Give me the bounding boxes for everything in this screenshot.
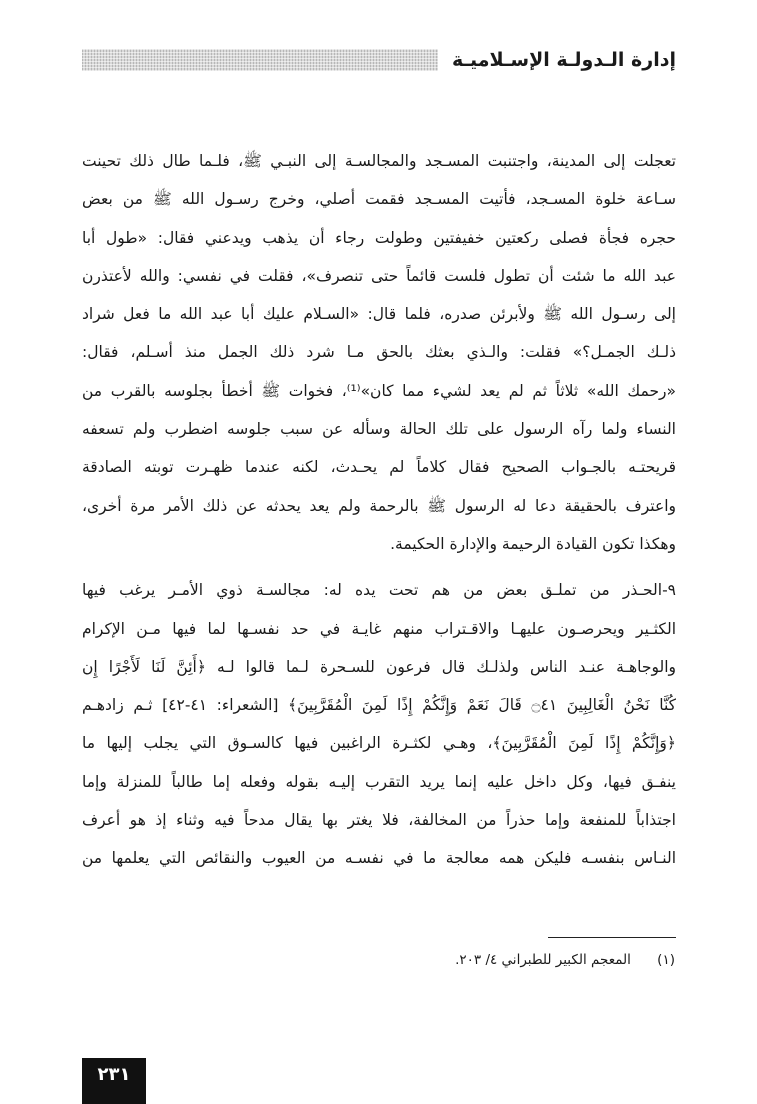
text-line: قريحتـه بالجـواب الصحيح فقال كلاماً لم يحـدث، لكنه عندما ظهـرت توبته الصادقة <box>82 458 676 477</box>
text-line: عبد الله ما شئت أن تطول فلست قائماً حتى تنصرف»، فقلت في نفسي: والله لأعتذرن <box>82 266 676 285</box>
text-line: وهكذا تكون القيادة الرحيمة والإدارة الحكيمة. <box>390 534 676 553</box>
header-decorative-band <box>82 49 438 71</box>
book-title: إدارة الـدولـة الإسـلاميـة <box>451 49 676 71</box>
text-line: الكثـير ويحرصـون عليهـا والاقـتراب منهم غايـة في حد نفسـها لما فيها مـن الإكرام <box>82 619 676 638</box>
page-number: ٢٣١ <box>97 1064 131 1085</box>
footnote-text: المعجم الكبير للطبراني ٤/ ٢٠٣. <box>455 952 631 968</box>
text-line: كُنَّا نَحْنُ الْغَالِبِينَ ۝٤١ قَالَ نَعَمْ وَإِنَّكُمْ إِذًا لَمِنَ الْمُقَرَّبِينَ﴾ [الشعراء: ٤١-٤٢] ثـم زادهـم <box>82 696 676 715</box>
footnote-separator <box>548 937 676 938</box>
text-line: اجتذاباً للمنفعة وإما حذراً من المخالفة، فلا يغتر بها يقال مدحاً فيه وثناء إذ هو أعرف <box>82 811 676 830</box>
text-line: حجره فجأة فصلى ركعتين خفيفتين وطولت رجاء أن يذهب ويدعني فقال: «طول أبا <box>82 228 676 247</box>
text-line: والوجاهـة عنـد الناس ولذلـك قال فرعون للسـحرة لـما قالوا لـه ﴿أَئِنَّ لَنَا لَأَجْرًا إِن <box>82 657 676 676</box>
footnote-number: (١) <box>657 952 675 968</box>
paragraph-1 <box>82 142 676 563</box>
paragraph-2 <box>82 571 676 877</box>
text-line: ينفـق فيها، وكل داخل عليه إنما يريد التقرب إليـه بقوله وفعله إما طالباً للمنزلة وإما <box>82 772 676 791</box>
text-line: ذلـك الجمـل؟» فقلت: والـذي بعثك بالحق مـا شرد ذلك الجمل منذ أسـلم، فقال: <box>82 343 676 362</box>
text-line: «رحمك الله» ثلاثاً ثم لم يعد لشيء مما كان»⁽¹⁾، فخوات ﷺ أخطأ بجلوسه بالقرب من <box>82 381 676 400</box>
page-number-box <box>82 1058 146 1104</box>
text-line: النـاس بنفسـه فليكن همه معالجة ما في نفسـه من العيوب والنقائص التي يعلمها من <box>82 849 676 868</box>
body-text <box>82 142 676 878</box>
text-line: النساء ولما رآه الرسول على تلك الحالة وسأله عن سبب جلوسه اضطرب ولم تسعفه <box>82 420 676 439</box>
running-header <box>82 40 676 80</box>
text-line: سـاعة خلوة المسـجد، فأتيت المسـجد فقمت أصلي، وخرج رسـول الله ﷺ من بعض <box>82 190 676 209</box>
text-line: ﴿وَإِنَّكُمْ إِذًا لَمِنَ الْمُقَرَّبِينَ﴾، وهـي لكثـرة الراغبين فيها كالسـوق التي يجلب إليها ما <box>82 734 676 753</box>
text-line: إلى رسـول الله ﷺ ولأبرئن صدره، فلما قال: «السـلام عليك أبا عبد الله ما فعل شراد <box>82 305 676 324</box>
text-line: ٩-الحـذر من تملـق بعض من هم تحت يده له: مجالسـة ذوي الأمـر يرغب فيها <box>82 581 676 600</box>
paragraph-gap <box>82 563 676 571</box>
text-line: واعترف بالحقيقة دعا له الرسول ﷺ بالرحمة ولم يعد يحدثه عن ذلك الأمر مرة أخرى، <box>82 496 676 515</box>
footnote <box>455 952 675 968</box>
text-line: تعجلت إلى المدينة، واجتنبت المسـجد والمجالسـة إلى النبـي ﷺ، فلـما طال ذلك تحينت <box>82 152 676 170</box>
